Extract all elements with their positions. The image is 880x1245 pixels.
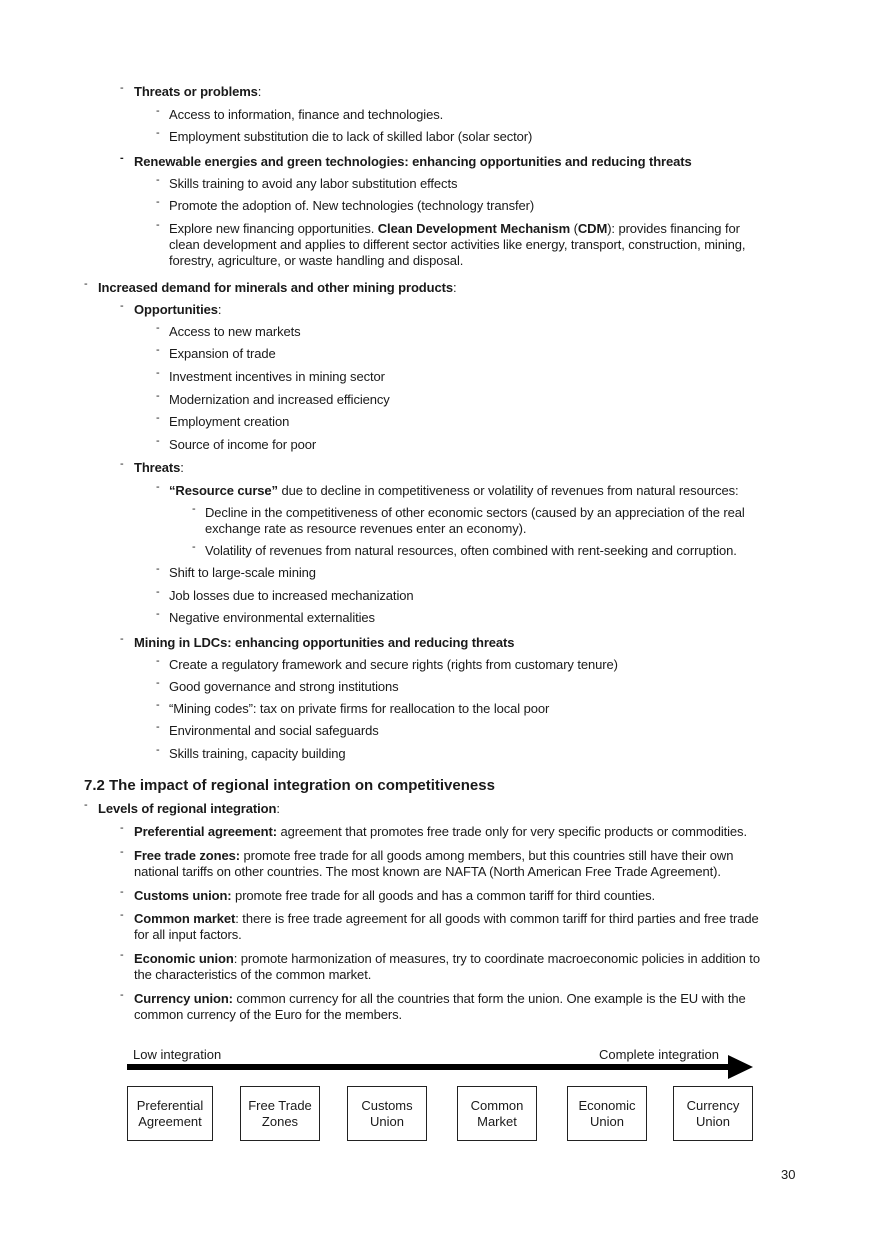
- list-item-text: Negative environmental externalities: [169, 610, 375, 625]
- cdm-abbrev: CDM: [577, 221, 608, 236]
- level-term: Free trade zones:: [134, 848, 240, 863]
- dash-bullet-icon: -: [156, 699, 160, 711]
- list-item-text: Promote the adoption of. New technologies (technology transfer): [169, 198, 535, 213]
- cdm-line3: forestry, agriculture, or waste handling and disposal.: [169, 253, 464, 268]
- dash-bullet-icon: -: [156, 344, 160, 356]
- level-desc: : promote harmonization of measures, try to coordinate macroeconomic policies in addition to: [233, 951, 760, 966]
- dash-bullet-icon: -: [156, 563, 160, 575]
- dash-bullet-icon: -: [120, 152, 124, 164]
- list-item-text: Create a regulatory framework and secure rights (rights from customary tenure): [169, 657, 618, 672]
- list-item-text: Investment incentives in mining sector: [169, 369, 385, 384]
- dash-bullet-icon: -: [156, 219, 160, 231]
- box-label-line1: Customs: [361, 1097, 413, 1113]
- opportunities-heading: Opportunities: [134, 302, 218, 317]
- dash-bullet-icon: -: [84, 278, 88, 290]
- box-label-line2: Union: [696, 1113, 730, 1129]
- dash-bullet-icon: -: [120, 909, 124, 921]
- list-item-text: exchange rate as resource revenues enter an economy).: [205, 521, 527, 536]
- level-term: Currency union:: [134, 991, 233, 1006]
- list-item-text: Volatility of revenues from natural resources, often combined with rent-seeking and corruption.: [205, 543, 737, 558]
- list-item-text: Skills training to avoid any labor substitution effects: [169, 176, 458, 191]
- list-item-text: Skills training, capacity building: [169, 746, 346, 761]
- level-term: Preferential agreement:: [134, 824, 277, 839]
- arrow-right-icon: [728, 1055, 753, 1079]
- section-heading: 7.2 The impact of regional integration on competitiveness: [84, 777, 495, 794]
- box-free-trade-zones: [240, 1086, 320, 1141]
- cdm-paren: (: [570, 221, 578, 236]
- box-common-market: [457, 1086, 537, 1141]
- dash-bullet-icon: -: [120, 82, 124, 94]
- dash-bullet-icon: -: [120, 822, 124, 834]
- dash-bullet-icon: -: [120, 458, 124, 470]
- cdm-rest: ): provides financing for: [607, 221, 740, 236]
- dash-bullet-icon: -: [156, 390, 160, 402]
- list-item-text: Employment substitution die to lack of skilled labor (solar sector): [169, 129, 533, 144]
- dash-bullet-icon: -: [156, 367, 160, 379]
- list-item-text: Modernization and increased efficiency: [169, 392, 390, 407]
- dash-bullet-icon: -: [156, 322, 160, 334]
- dash-bullet-icon: -: [156, 174, 160, 186]
- box-label-line1: Economic: [578, 1097, 636, 1113]
- dash-bullet-icon: -: [156, 608, 160, 620]
- box-label-line1: Preferential: [136, 1097, 204, 1113]
- dash-bullet-icon: -: [120, 846, 124, 858]
- dash-bullet-icon: -: [156, 744, 160, 756]
- dash-bullet-icon: -: [156, 435, 160, 447]
- resource-curse-text: due to decline in competitiveness or volatility of revenues from natural resources:: [277, 483, 739, 498]
- level-term: Economic union: [134, 951, 234, 966]
- integration-arrow-shaft: [127, 1064, 730, 1070]
- level-desc: promote free trade for all goods among members, but this countries still have their own: [239, 848, 734, 863]
- renewable-heading: Renewable energies and green technologies: enhancing opportunities and reducing threats: [134, 154, 692, 169]
- colon: :: [452, 280, 457, 295]
- cdm-prefix: Explore new financing opportunities.: [169, 221, 378, 236]
- dash-bullet-icon: -: [156, 412, 160, 424]
- list-item-text: Shift to large-scale mining: [169, 565, 316, 580]
- dash-bullet-icon: -: [120, 949, 124, 961]
- minerals-heading: Increased demand for minerals and other mining products: [98, 280, 453, 295]
- list-item-text: Employment creation: [169, 414, 290, 429]
- dash-bullet-icon: -: [156, 196, 160, 208]
- low-integration-label: Low integration: [133, 1047, 222, 1062]
- ldc-heading: Mining in LDCs: enhancing opportunities and reducing threats: [134, 635, 515, 650]
- box-label-line1: Common: [470, 1097, 524, 1113]
- dash-bullet-icon: -: [156, 586, 160, 598]
- dash-bullet-icon: -: [156, 721, 160, 733]
- threats2-heading: Threats: [134, 460, 181, 475]
- level-desc-line2: the characteristics of the common market.: [134, 967, 372, 982]
- level-desc-line2: national tariffs on other countries. The most known are NAFTA (North American Free Trade Agreement).: [134, 864, 721, 879]
- box-label-line2: Union: [370, 1113, 404, 1129]
- box-label-line2: Agreement: [138, 1113, 202, 1129]
- box-label-line1: Currency: [686, 1097, 740, 1113]
- cdm-term: Clean Development Mechanism: [377, 221, 571, 236]
- level-desc: agreement that promotes free trade only for very specific products or commodities.: [276, 824, 747, 839]
- box-preferential-agreement: [127, 1086, 213, 1141]
- dash-bullet-icon: -: [192, 503, 196, 515]
- dash-bullet-icon: -: [156, 127, 160, 139]
- dash-bullet-icon: -: [120, 886, 124, 898]
- dash-bullet-icon: -: [120, 989, 124, 1001]
- colon: :: [257, 84, 262, 99]
- dash-bullet-icon: -: [156, 105, 160, 117]
- box-currency-union: [673, 1086, 753, 1141]
- box-label-line1: Free Trade: [248, 1097, 312, 1113]
- list-item-text: Job losses due to increased mechanization: [169, 588, 414, 603]
- list-item-text: Environmental and social safeguards: [169, 723, 379, 738]
- box-label-line2: Market: [477, 1113, 517, 1129]
- cdm-line2: clean development and applies to different sector activities like energy, transport, construction, mining,: [169, 237, 746, 252]
- colon: :: [180, 460, 184, 475]
- list-item-text: Expansion of trade: [169, 346, 276, 361]
- level-desc: promote free trade for all goods and has a common tariff for third counties.: [231, 888, 655, 903]
- complete-integration-label: Complete integration: [599, 1047, 719, 1062]
- dash-bullet-icon: -: [120, 300, 124, 312]
- dash-bullet-icon: -: [156, 677, 160, 689]
- box-customs-union: [347, 1086, 427, 1141]
- level-term: Common market: [134, 911, 236, 926]
- level-desc: : there is free trade agreement for all goods with common tariff for third parties and free trade: [235, 911, 759, 926]
- dash-bullet-icon: -: [192, 541, 196, 553]
- level-term: Customs union:: [134, 888, 232, 903]
- box-economic-union: [567, 1086, 647, 1141]
- dash-bullet-icon: -: [156, 481, 160, 493]
- level-desc: common currency for all the countries that form the union. One example is the EU with the: [232, 991, 746, 1006]
- dash-bullet-icon: -: [84, 799, 88, 811]
- list-item-text: Access to information, finance and technologies.: [169, 107, 444, 122]
- box-label-line2: Zones: [261, 1113, 299, 1129]
- resource-curse-term: “Resource curse”: [169, 483, 278, 498]
- levels-heading: Levels of regional integration: [98, 801, 277, 816]
- dash-bullet-icon: -: [156, 655, 160, 667]
- list-item-text: Source of income for poor: [169, 437, 317, 452]
- colon: :: [276, 801, 280, 816]
- box-label-line2: Union: [590, 1113, 624, 1129]
- threats-heading: Threats or problems: [134, 84, 258, 99]
- page-number: 30: [781, 1167, 796, 1182]
- colon: :: [217, 302, 222, 317]
- list-item-text: Access to new markets: [169, 324, 301, 339]
- list-item-text: “Mining codes”: tax on private firms for reallocation to the local poor: [169, 701, 550, 716]
- dash-bullet-icon: -: [120, 633, 124, 645]
- level-desc-line2: common currency of the Euro for the members.: [134, 1007, 402, 1022]
- list-item-text: Decline in the competitiveness of other economic sectors (caused by an appreciation of the real: [205, 505, 745, 520]
- list-item-text: Good governance and strong institutions: [169, 679, 399, 694]
- level-desc-line2: for all input factors.: [134, 927, 242, 942]
